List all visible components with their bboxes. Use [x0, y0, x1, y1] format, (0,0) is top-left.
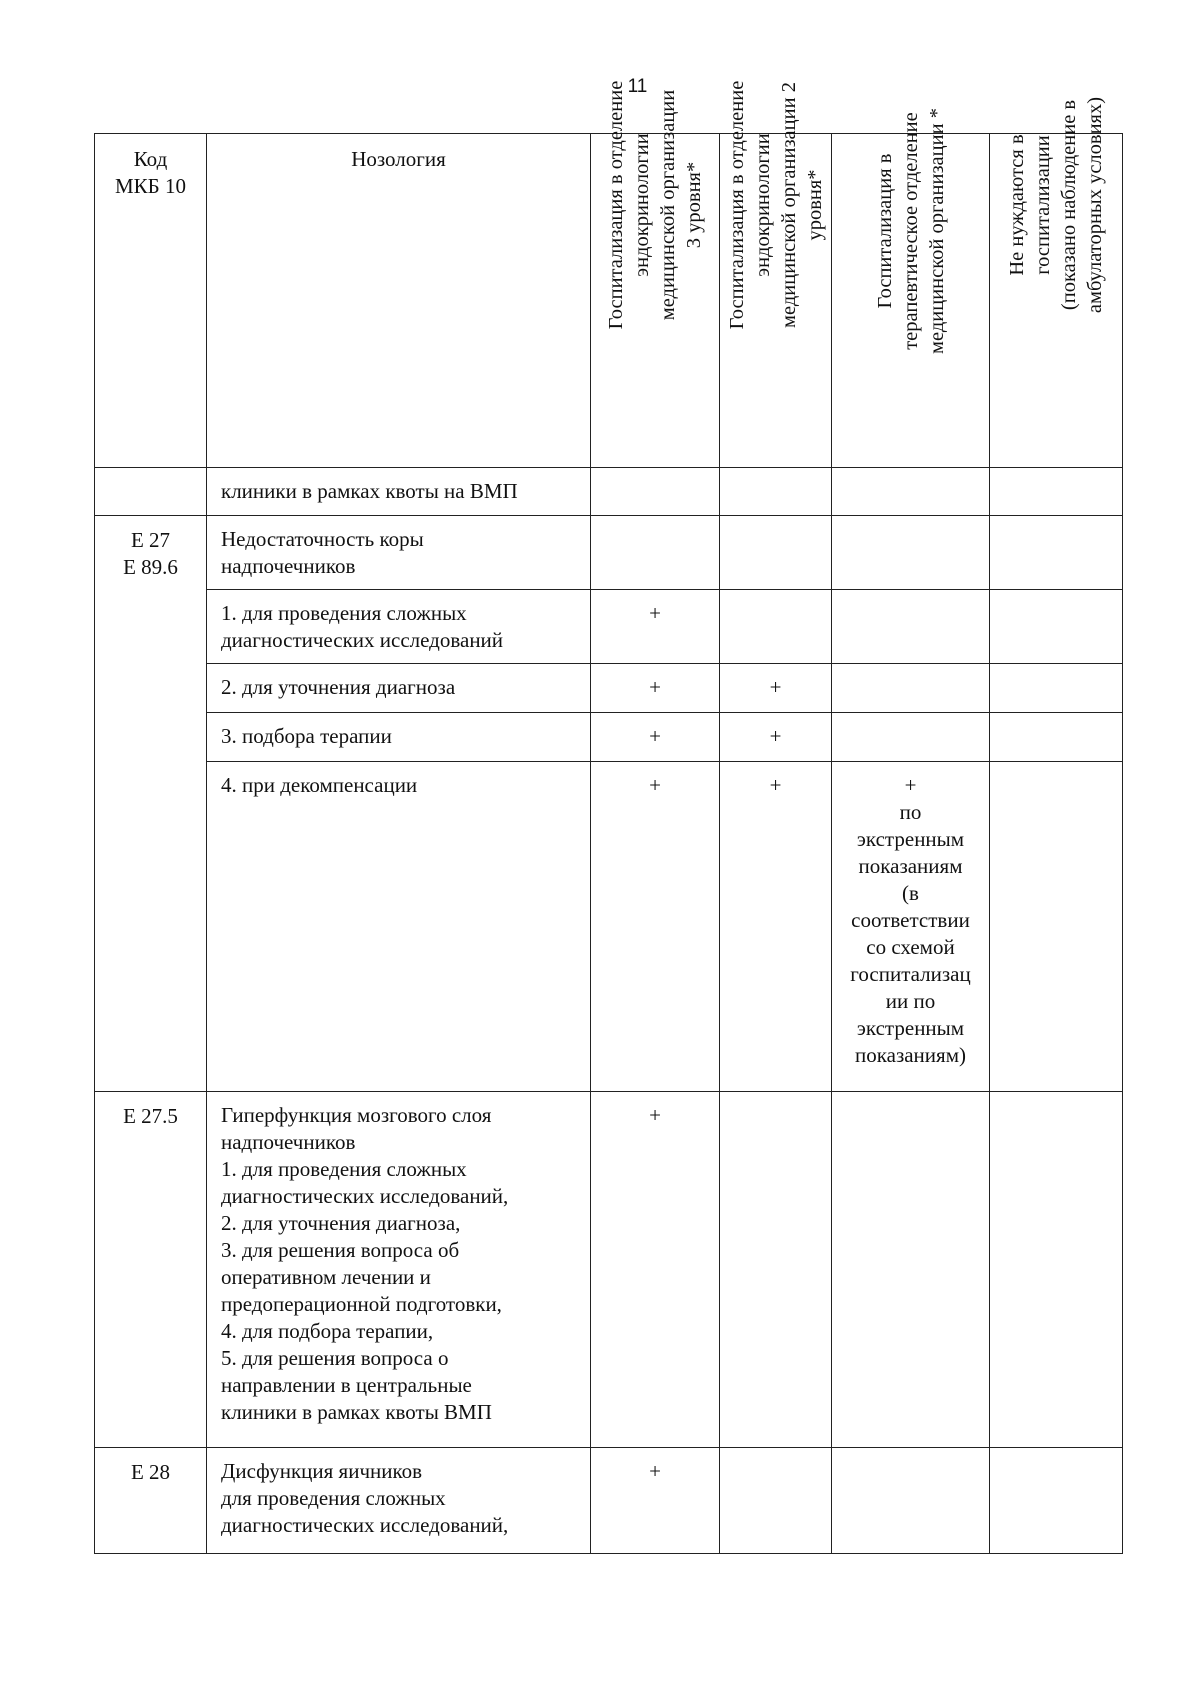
- row-col4: [990, 762, 1123, 1092]
- row-col1: +: [591, 1092, 720, 1448]
- row-col2: [720, 468, 832, 516]
- header-col-outpatient: [990, 96, 1123, 468]
- row-code: Е 27 Е 89.6: [95, 516, 207, 1092]
- header-col4-line1: Не нуждаются в: [1006, 134, 1028, 276]
- header-col2-line4: уровня*: [803, 169, 826, 241]
- table-row: [95, 1092, 1123, 1448]
- header-col-level2: [720, 80, 832, 468]
- row-col3: [832, 713, 990, 762]
- header-code-line1: Код: [133, 147, 168, 171]
- row-col3: [832, 590, 990, 664]
- table-row: [95, 713, 1123, 762]
- row-col3: [832, 1448, 990, 1554]
- row-col3: [832, 516, 990, 590]
- table-row: [95, 1448, 1123, 1554]
- header-code-line2: МКБ 10: [115, 174, 186, 198]
- header-col1-line4: 3 уровня*: [683, 161, 705, 249]
- row-nosology: Дисфункция яичников для проведения сложных диагностических исследований,: [207, 1448, 591, 1554]
- row-col3: [832, 664, 990, 713]
- row-nosology: 2. для уточнения диагноза: [207, 664, 591, 713]
- header-col3-line3: медицинской организации *: [925, 108, 948, 354]
- header-col-therapeutic: [832, 108, 990, 468]
- row-col3-emergency-note: + по экстренным показаниям (в соответствии со схемой госпитализац ии по экстренным показаниям): [832, 762, 990, 1092]
- page-number: 11: [627, 76, 648, 97]
- header-col4-line2: госпитализации: [1032, 135, 1054, 275]
- row-col2: +: [720, 713, 832, 762]
- row-nosology: 1. для проведения сложных диагностических исследований: [207, 590, 591, 664]
- header-col2-line3: медицинской организации 2: [777, 82, 800, 328]
- row-col1: [591, 468, 720, 516]
- row-nosology: 3. подбора терапии: [207, 713, 591, 762]
- row-nosology: клиники в рамках квоты на ВМП: [207, 468, 591, 516]
- row-col2: +: [720, 664, 832, 713]
- header-col2-line2: эндокринологии: [751, 133, 774, 277]
- row-col2: [720, 590, 832, 664]
- row-col2: [720, 1092, 832, 1448]
- row-col3: [832, 1092, 990, 1448]
- row-col4: [990, 1092, 1123, 1448]
- row-col1: +: [591, 762, 720, 1092]
- row-col1: +: [591, 664, 720, 713]
- row-col2: +: [720, 762, 832, 1092]
- row-col1: +: [591, 590, 720, 664]
- table-row: [95, 762, 1123, 1092]
- row-col2: [720, 1448, 832, 1554]
- header-col3-line2: терапевтическое отделение: [899, 112, 922, 350]
- table-row: [95, 468, 1123, 516]
- header-col1-line2: эндокринологии: [631, 133, 653, 277]
- row-col3: [832, 468, 990, 516]
- table-row: [95, 590, 1123, 664]
- row-col1: +: [591, 1448, 720, 1554]
- header-col1-line1: Госпитализация в отделение: [605, 80, 627, 330]
- row-nosology: 4. при декомпенсации: [207, 762, 591, 1092]
- row-nosology: Недостаточность коры надпочечников: [207, 516, 591, 590]
- row-code: Е 27.5: [95, 1092, 207, 1448]
- row-col4: [990, 590, 1123, 664]
- row-col1: +: [591, 713, 720, 762]
- row-col1: [591, 516, 720, 590]
- header-col4-line3: (показано наблюдение в: [1058, 99, 1080, 311]
- header-col2-line1: Госпитализация в отделение: [725, 80, 748, 330]
- row-nosology: Гиперфункция мозгового слоя надпочечников 1. для проведения сложных диагностических исследований, 2. для уточнения диагноза, 3. для решения вопроса об оперативном лечении и предоперационной подготовки, 4. для подбора терапии, 5. для решения вопроса о направлении в центральные клиники в рамках квоты ВМП: [207, 1092, 591, 1448]
- row-col2: [720, 516, 832, 590]
- header-code: [95, 134, 207, 468]
- row-code: [95, 468, 207, 516]
- header-col3-line1: Госпитализация в: [873, 153, 896, 309]
- row-col4: [990, 713, 1123, 762]
- row-code: Е 28: [95, 1448, 207, 1554]
- row-col4: [990, 468, 1123, 516]
- header-col4-line4: амбулаторных условиях): [1084, 96, 1106, 314]
- header-row: [95, 134, 1123, 468]
- row-col4: [990, 516, 1123, 590]
- table-row: [95, 664, 1123, 713]
- row-col4: [990, 1448, 1123, 1554]
- header-nosology: Нозология: [207, 134, 591, 468]
- row-col4: [990, 664, 1123, 713]
- header-col1-line3: медицинской организации: [657, 89, 679, 321]
- table-row: [95, 516, 1123, 590]
